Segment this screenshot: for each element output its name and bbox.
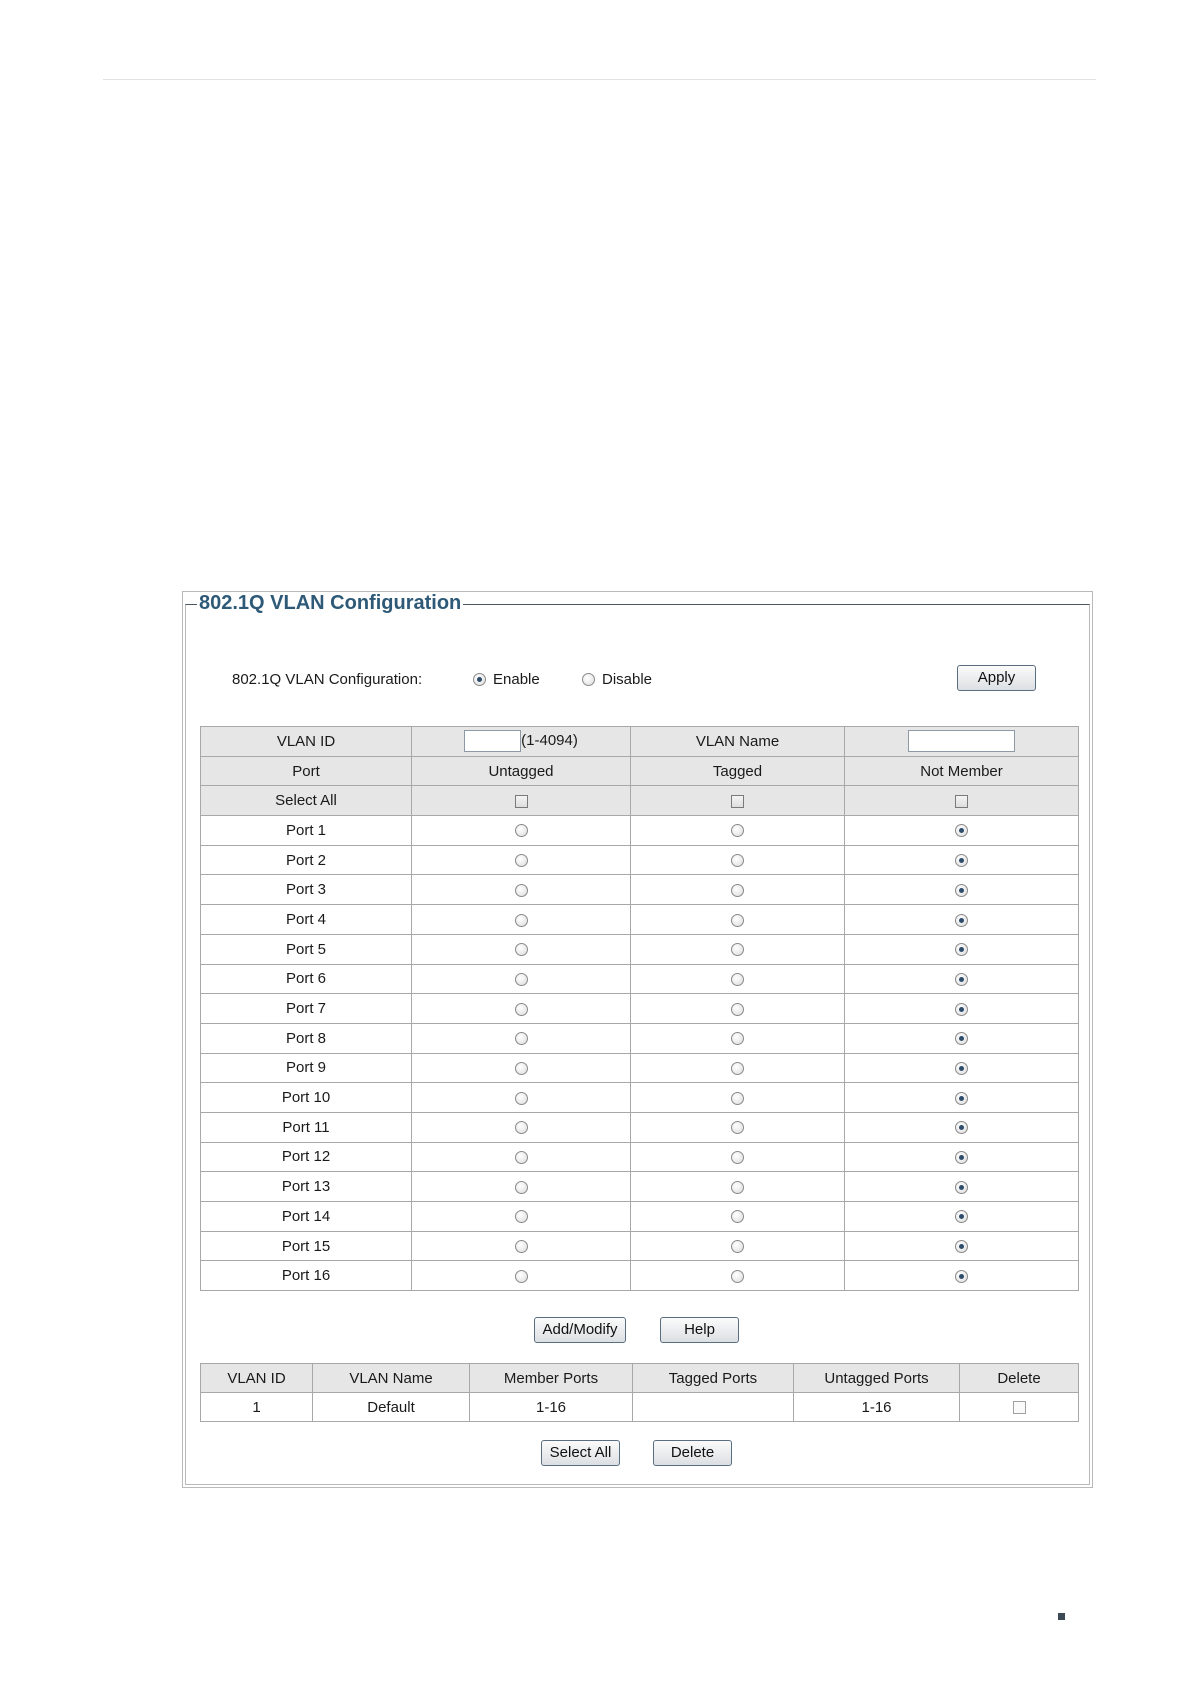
port-6-not-member-radio[interactable]	[955, 973, 968, 986]
port-name: Port 11	[201, 1112, 412, 1142]
port-5-not-member-radio[interactable]	[955, 943, 968, 956]
table-row	[201, 1142, 1079, 1172]
table-row	[201, 1083, 1079, 1113]
col-tagged-ports: Tagged Ports	[633, 1364, 794, 1393]
port-12-untagged-radio[interactable]	[515, 1151, 528, 1164]
port-name: Port 7	[201, 994, 412, 1024]
port-membership-table	[200, 726, 1079, 1291]
vlan-config-panel	[182, 591, 1093, 1488]
vlan-id-input[interactable]	[464, 730, 521, 752]
disable-radio[interactable]	[582, 673, 595, 686]
port-10-tagged-radio[interactable]	[731, 1092, 744, 1105]
header-rule	[103, 79, 1096, 80]
table-row	[201, 875, 1079, 905]
port-3-untagged-radio[interactable]	[515, 884, 528, 897]
col-delete: Delete	[960, 1364, 1079, 1393]
port-7-untagged-radio[interactable]	[515, 1003, 528, 1016]
port-name: Port 6	[201, 964, 412, 994]
port-12-tagged-radio[interactable]	[731, 1151, 744, 1164]
header-untagged: Untagged	[412, 756, 631, 786]
config-label: 802.1Q VLAN Configuration:	[232, 671, 423, 688]
port-13-untagged-radio[interactable]	[515, 1181, 528, 1194]
port-13-tagged-radio[interactable]	[731, 1181, 744, 1194]
port-name: Port 13	[201, 1172, 412, 1202]
port-4-not-member-radio[interactable]	[955, 914, 968, 927]
port-12-not-member-radio[interactable]	[955, 1151, 968, 1164]
port-name: Port 9	[201, 1053, 412, 1083]
select-all-untagged-checkbox[interactable]	[515, 795, 528, 808]
enable-label: Enable	[493, 671, 540, 688]
port-15-untagged-radio[interactable]	[515, 1240, 528, 1253]
table-row	[201, 1112, 1079, 1142]
port-13-not-member-radio[interactable]	[955, 1181, 968, 1194]
port-7-not-member-radio[interactable]	[955, 1003, 968, 1016]
vlan-id-row	[201, 727, 1079, 757]
port-1-not-member-radio[interactable]	[955, 824, 968, 837]
table-row	[201, 994, 1079, 1024]
port-name: Port 15	[201, 1231, 412, 1261]
port-5-tagged-radio[interactable]	[731, 943, 744, 956]
header-tagged: Tagged	[631, 756, 845, 786]
cell-member-ports: 1-16	[470, 1393, 633, 1422]
table-row	[201, 845, 1079, 875]
port-name: Port 5	[201, 934, 412, 964]
port-1-untagged-radio[interactable]	[515, 824, 528, 837]
cell-vlan-name: Default	[313, 1393, 470, 1422]
port-7-tagged-radio[interactable]	[731, 1003, 744, 1016]
port-name: Port 1	[201, 816, 412, 846]
port-15-not-member-radio[interactable]	[955, 1240, 968, 1253]
col-member-ports: Member Ports	[470, 1364, 633, 1393]
port-4-untagged-radio[interactable]	[515, 914, 528, 927]
port-name: Port 2	[201, 845, 412, 875]
port-14-tagged-radio[interactable]	[731, 1210, 744, 1223]
delete-button[interactable]: Delete	[653, 1440, 732, 1466]
col-vlan-name: VLAN Name	[313, 1364, 470, 1393]
cell-tagged-ports	[633, 1393, 794, 1422]
port-2-tagged-radio[interactable]	[731, 854, 744, 867]
delete-checkbox[interactable]	[1013, 1401, 1026, 1414]
port-8-tagged-radio[interactable]	[731, 1032, 744, 1045]
vlan-id-cell	[412, 727, 631, 757]
port-name: Port 8	[201, 1023, 412, 1053]
vlan-id-range: (1-4094)	[521, 732, 578, 750]
select-all-button[interactable]: Select All	[541, 1440, 620, 1466]
cell-vlan-id: 1	[201, 1393, 313, 1422]
vlan-id-label: VLAN ID	[201, 727, 412, 757]
vlan-name-label: VLAN Name	[631, 727, 845, 757]
port-name: Port 12	[201, 1142, 412, 1172]
header-not-member: Not Member	[845, 756, 1079, 786]
port-name: Port 3	[201, 875, 412, 905]
page-marker	[1058, 1613, 1065, 1620]
port-14-untagged-radio[interactable]	[515, 1210, 528, 1223]
select-all-row	[201, 786, 1079, 816]
col-vlan-id: VLAN ID	[201, 1364, 313, 1393]
port-name: Port 16	[201, 1261, 412, 1291]
table-row	[201, 934, 1079, 964]
port-name: Port 4	[201, 905, 412, 935]
select-all-tagged-checkbox[interactable]	[731, 795, 744, 808]
disable-label: Disable	[602, 671, 653, 688]
port-16-untagged-radio[interactable]	[515, 1270, 528, 1283]
table-row	[201, 1393, 1079, 1422]
port-name: Port 10	[201, 1083, 412, 1113]
port-3-not-member-radio[interactable]	[955, 884, 968, 897]
port-9-untagged-radio[interactable]	[515, 1062, 528, 1075]
port-16-not-member-radio[interactable]	[955, 1270, 968, 1283]
port-8-untagged-radio[interactable]	[515, 1032, 528, 1045]
port-9-tagged-radio[interactable]	[731, 1062, 744, 1075]
port-15-tagged-radio[interactable]	[731, 1240, 744, 1253]
port-2-untagged-radio[interactable]	[515, 854, 528, 867]
table-row	[201, 964, 1079, 994]
port-3-tagged-radio[interactable]	[731, 884, 744, 897]
port-14-not-member-radio[interactable]	[955, 1210, 968, 1223]
port-2-not-member-radio[interactable]	[955, 854, 968, 867]
port-5-untagged-radio[interactable]	[515, 943, 528, 956]
table-row	[201, 1053, 1079, 1083]
panel-title: 802.1Q VLAN Configuration	[199, 592, 462, 614]
port-11-untagged-radio[interactable]	[515, 1121, 528, 1134]
port-1-tagged-radio[interactable]	[731, 824, 744, 837]
col-untagged-ports: Untagged Ports	[794, 1364, 960, 1393]
port-9-not-member-radio[interactable]	[955, 1062, 968, 1075]
enable-radio[interactable]	[473, 673, 486, 686]
port-10-not-member-radio[interactable]	[955, 1092, 968, 1105]
table-row	[201, 816, 1079, 846]
port-11-not-member-radio[interactable]	[955, 1121, 968, 1134]
header-row	[201, 756, 1079, 786]
port-10-untagged-radio[interactable]	[515, 1092, 528, 1105]
port-11-tagged-radio[interactable]	[731, 1121, 744, 1134]
table-row	[201, 1172, 1079, 1202]
vlan-name-cell	[845, 727, 1079, 757]
port-16-tagged-radio[interactable]	[731, 1270, 744, 1283]
port-4-tagged-radio[interactable]	[731, 914, 744, 927]
table-row	[201, 1261, 1079, 1291]
table-row	[201, 1202, 1079, 1232]
add-modify-button[interactable]: Add/Modify	[534, 1317, 626, 1343]
vlan-list-header-row	[201, 1364, 1079, 1393]
apply-button[interactable]: Apply	[957, 665, 1036, 691]
select-all-not-member-checkbox[interactable]	[955, 795, 968, 808]
table-row	[201, 1231, 1079, 1261]
help-button[interactable]: Help	[660, 1317, 739, 1343]
port-8-not-member-radio[interactable]	[955, 1032, 968, 1045]
vlan-name-input[interactable]	[908, 730, 1015, 752]
port-name: Port 14	[201, 1202, 412, 1232]
table-row	[201, 1023, 1079, 1053]
cell-untagged-ports: 1-16	[794, 1393, 960, 1422]
port-6-tagged-radio[interactable]	[731, 973, 744, 986]
port-6-untagged-radio[interactable]	[515, 973, 528, 986]
header-port: Port	[201, 756, 412, 786]
select-all-label: Select All	[201, 786, 412, 816]
vlan-list-table	[200, 1363, 1079, 1422]
table-row	[201, 905, 1079, 935]
